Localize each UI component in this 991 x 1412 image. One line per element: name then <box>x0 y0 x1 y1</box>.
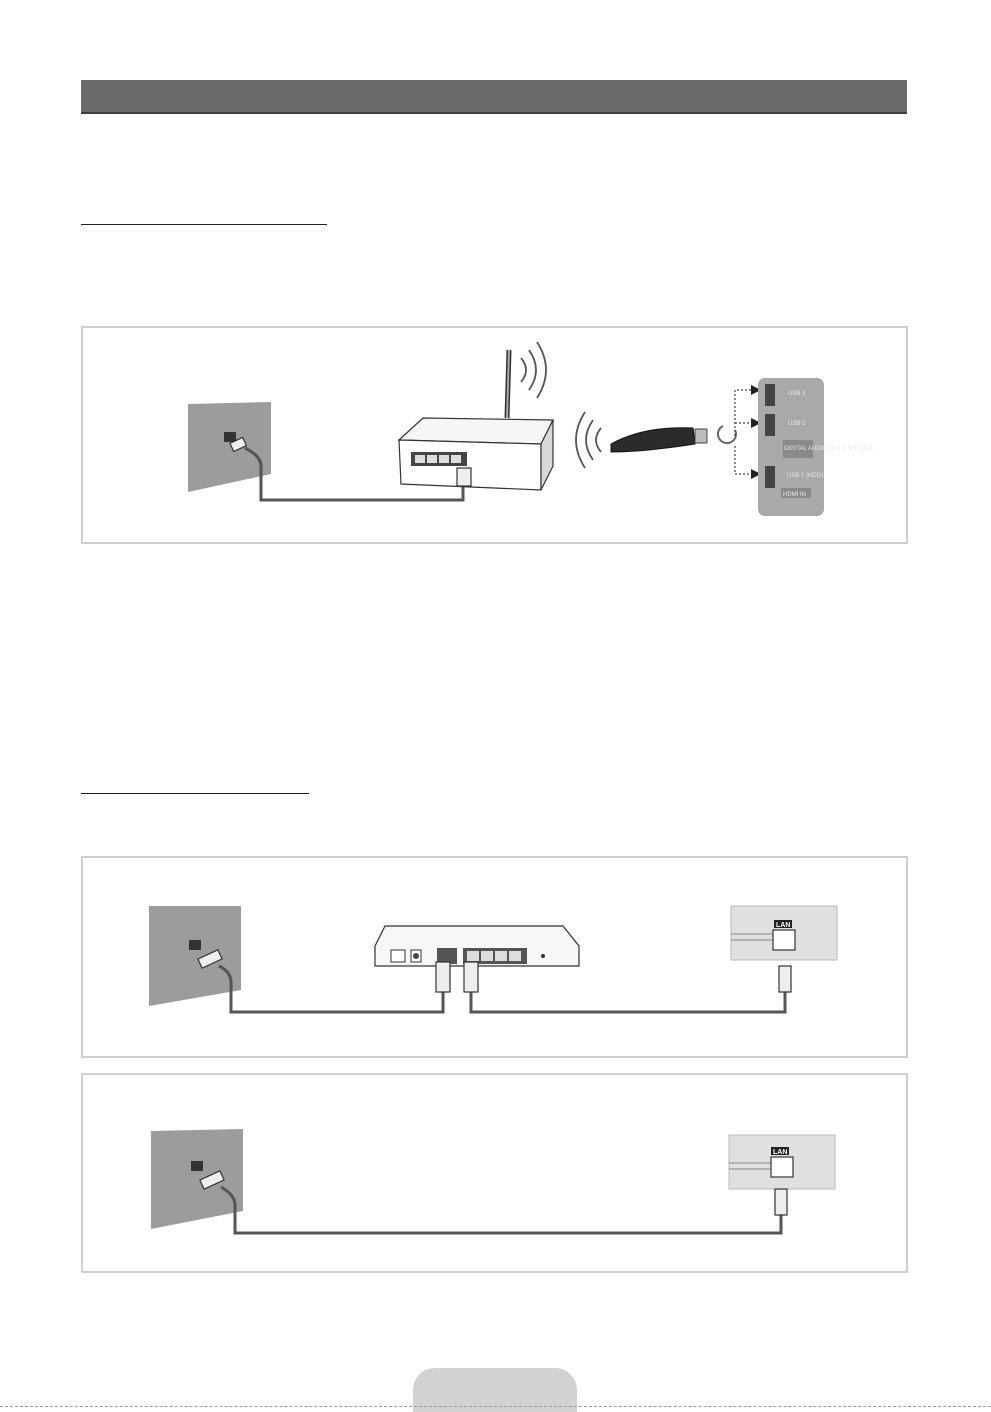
tv-lan-port <box>773 930 795 950</box>
wall-lan-jack <box>191 1161 203 1171</box>
hdmi-port-label: HDMI IN <box>783 492 806 498</box>
wall-outlet-panel <box>151 1129 243 1229</box>
wireless-lan-adapter-icon <box>611 428 707 452</box>
wall-lan-jack <box>189 940 201 950</box>
usb-1-label: USB 1 (HDD) <box>787 473 824 479</box>
section-header-bar <box>81 80 907 114</box>
wall-outlet-panel <box>149 906 241 1006</box>
subsection-heading-rule <box>81 224 327 225</box>
audio-port-label: DIGITAL AUDIO OUT (OPTICAL) <box>784 446 873 452</box>
port-leader-lines <box>735 390 751 474</box>
tv-lan-label: LAN <box>773 1149 788 1156</box>
router-modem-icon <box>375 926 579 966</box>
adapter-wifi-signal-icon <box>576 412 601 468</box>
tv-lan-label: LAN <box>776 922 791 929</box>
ethernet-cable <box>219 966 443 1012</box>
usb-port-3 <box>765 384 775 406</box>
tv-lan-port <box>771 1157 793 1177</box>
router-rj45-plug-icon <box>464 962 478 992</box>
ethernet-cable <box>471 976 785 1012</box>
connection-ring-icon <box>718 426 736 443</box>
wall-outlet-panel <box>188 402 271 492</box>
wall-lan-jack <box>224 432 236 442</box>
router-wifi-signal-icon <box>521 342 546 398</box>
wireless-connection-diagram <box>81 326 908 544</box>
usb-2-label: USB 2 <box>788 421 806 427</box>
wired-direct-connection-diagram <box>81 1073 908 1273</box>
usb-3-label: USB 3 <box>788 391 806 397</box>
wireless-router-icon <box>399 350 553 490</box>
page-bottom-rule <box>0 1406 991 1407</box>
tv-rj45-plug-icon <box>779 966 791 992</box>
tv-rj45-plug-icon <box>775 1189 787 1215</box>
wired-router-connection-diagram <box>81 856 908 1058</box>
router-rj45-plug-icon <box>436 962 450 992</box>
ethernet-cable <box>221 1187 781 1233</box>
usb-port-2 <box>765 414 775 436</box>
subsection-heading-rule <box>81 793 309 794</box>
usb-port-1 <box>765 466 775 488</box>
